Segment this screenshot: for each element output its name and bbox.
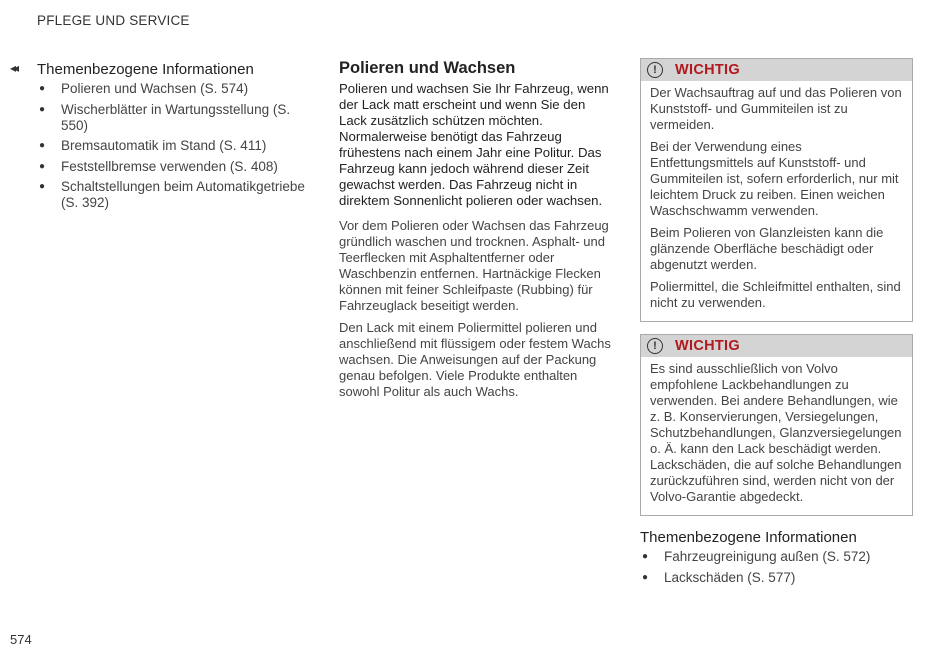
list-item[interactable] — [37, 138, 317, 154]
main-column — [339, 58, 615, 406]
article-title: Polieren und Wachsen — [339, 59, 516, 77]
warning-box — [640, 334, 913, 516]
body-paragraph: Den Lack mit einem Poliermittel polieren und anschließend mit flüssigem oder festem Wachs wachsen. Die Anweisungen auf der Packung genau befolgen. Viele Produkte enthalten sowohl Politur als auch Wachs. — [339, 320, 611, 399]
right-column — [640, 58, 913, 590]
related-info-list — [640, 549, 913, 586]
bullet-icon: ● — [39, 83, 46, 94]
bullet-icon: ● — [39, 140, 46, 151]
warning-paragraph: Es sind ausschließlich von Volvo empfohlene Lackbehandlungen zu verwenden. Bei andere Behandlungen, wie z. B. Konservierungen, Versiegelungen, Schutzbehandlungen, Glanzversiegelungen o. Ä. kann den Lack beschädigt werden. Lackschäden, die auf solche Behandlungen zurückzuführen sind, werden nicht von der Volvo-Garantie abgedeckt. — [650, 361, 902, 504]
bullet-icon: ● — [39, 103, 46, 115]
bullet-icon: ● — [642, 571, 649, 583]
left-column — [37, 58, 317, 216]
lead-paragraph: Polieren und wachsen Sie Ihr Fahrzeug, wenn der Lack matt erscheint und wenn Sie den Lack zusätzlich schützen möchten. Normalerweise benötigt das Fahrzeug frühestens nach einem Jahr eine Politur. Das Fahrzeug kann jedoch während dieser Zeit gewachst werden. Das Fahrzeug nicht in direktem Sonnenlicht polieren oder wachsen. — [339, 81, 609, 208]
list-item-label: Polieren und Wachsen (S. 574) — [61, 81, 249, 96]
list-item-label: Fahrzeugreinigung außen (S. 572) — [664, 549, 871, 564]
warning-title: WICHTIG — [675, 338, 740, 354]
list-item[interactable] — [37, 81, 317, 97]
list-item[interactable] — [640, 549, 913, 565]
section-header: PFLEGE UND SERVICE — [37, 13, 190, 28]
list-item[interactable] — [37, 179, 317, 211]
related-info-title: Themenbezogene Informationen — [37, 61, 254, 78]
warning-paragraph: Der Wachsauftrag auf und das Polieren von Kunststoff- und Gummiteilen ist zu vermeiden. — [650, 85, 902, 132]
warning-header — [641, 59, 912, 81]
warning-paragraph: Poliermittel, die Schleifmittel enthalten, sind nicht zu verwenden. — [650, 279, 901, 310]
list-item[interactable] — [37, 102, 317, 134]
related-info-title: Themenbezogene Informationen — [640, 529, 857, 546]
page-number: 574 — [10, 632, 32, 647]
exclamation-circle-icon: ! — [647, 338, 663, 354]
bullet-icon: ● — [642, 551, 649, 562]
list-item-label: Schaltstellungen beim Automatikgetriebe (S. 392) — [61, 179, 305, 210]
warning-title: WICHTIG — [675, 62, 740, 78]
list-item-label: Wischerblätter in Wartungsstellung (S. 550) — [61, 101, 291, 133]
list-item-label: Feststellbremse verwenden (S. 408) — [61, 158, 278, 174]
body-paragraph: Vor dem Polieren oder Wachsen das Fahrzeug gründlich waschen und trocknen. Asphalt- und Teerflecken mit Asphaltentferner oder Waschbenzin entfernen. Hartnäckige Flecken können mit feiner Schleifpaste (Rubbing) für Fahrzeuglack beseitigt werden. — [339, 218, 609, 313]
related-info-list — [37, 81, 317, 211]
warning-body — [641, 357, 912, 515]
warning-paragraph: Bei der Verwendung eines Entfettungsmittels auf Kunststoff- und Gummiteilen ist, sofern erforderlich, nur mit leichtem Druck zu reiben. Einen weichen Waschschwamm verwenden. — [650, 139, 899, 218]
warning-box — [640, 58, 913, 322]
warning-paragraph: Beim Polieren von Glanzleisten kann die glänzende Oberfläche beschädigt oder abgenutzt werden. — [650, 225, 884, 272]
list-item[interactable] — [37, 159, 317, 175]
list-item[interactable] — [640, 570, 913, 586]
double-chevron-left-icon[interactable]: ◂◂ — [10, 61, 17, 75]
warning-header — [641, 335, 912, 357]
warning-body — [641, 81, 912, 321]
bullet-icon: ● — [39, 160, 46, 172]
exclamation-circle-icon: ! — [647, 62, 663, 78]
list-item-label: Bremsautomatik im Stand (S. 411) — [61, 138, 267, 153]
bullet-icon: ● — [39, 181, 46, 192]
list-item-label: Lackschäden (S. 577) — [664, 569, 796, 585]
